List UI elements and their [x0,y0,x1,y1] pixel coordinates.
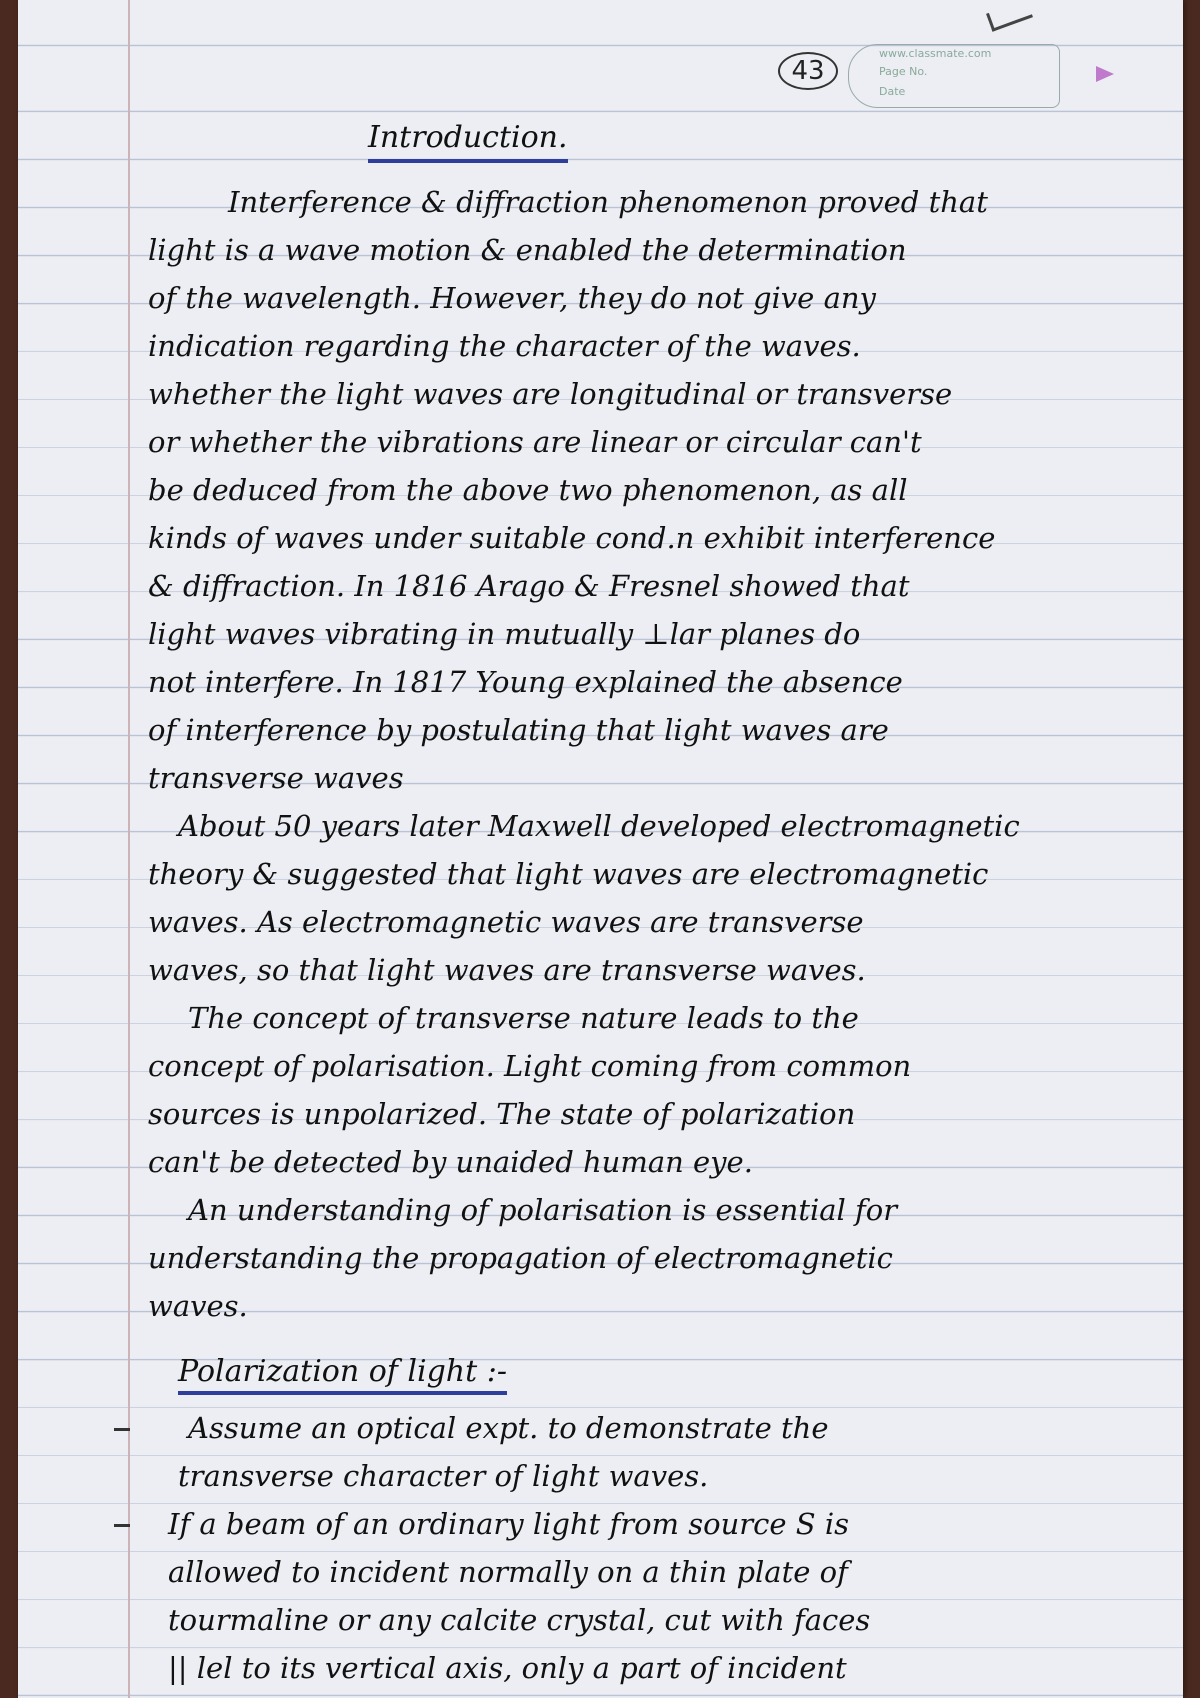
text-line: light is a wave motion & enabled the determination [148,233,907,267]
text-line: Interference & diffraction phenomenon proved that [228,185,988,219]
text-line: waves. [148,1289,248,1323]
text-line: waves. As electromagnetic waves are transverse [148,905,864,939]
text-line: be deduced from the above two phenomenon, as all [148,473,908,507]
section-title-introduction: Introduction. [368,120,568,163]
page-header [778,40,1118,110]
text-line: light waves vibrating in mutually ⊥lar planes do [148,617,861,651]
margin-line [128,0,130,1698]
text-line: An understanding of polarisation is essential for [188,1193,898,1227]
text-line: sources is unpolarized. The state of polarization [148,1097,856,1131]
text-line: or whether the vibrations are linear or circular can't [148,425,922,459]
text-line: of the wavelength. However, they do not give any [148,281,876,315]
text-line: concept of polarisation. Light coming from common [148,1049,912,1083]
bullet-dash [114,1428,130,1431]
text-line: allowed to incident normally on a thin plate of [168,1555,848,1589]
text-line: The concept of transverse nature leads to the [188,1001,859,1035]
date-label: Date [879,85,906,98]
page-meta-box [848,44,1060,108]
page-number: 43 [778,52,838,90]
text-line: || lel to its vertical axis, only a part of incident [168,1651,847,1685]
check-mark-icon [986,0,1033,32]
text-line: whether the light waves are longitudinal or transverse [148,377,953,411]
text-line: transverse character of light waves. [178,1459,709,1493]
text-line: indication regarding the character of the waves. [148,329,861,363]
text-line: If a beam of an ordinary light from source S is [168,1507,850,1541]
text-line: waves, so that light waves are transverse waves. [148,953,866,987]
page-no-label: Page No. [879,65,928,78]
notebook-page [18,0,1183,1698]
text-line: understanding the propagation of electromagnetic [148,1241,893,1275]
text-line: can't be detected by unaided human eye. [148,1145,753,1179]
section-title-polarization: Polarization of light :- [178,1354,507,1395]
text-line: of interference by postulating that light waves are [148,713,889,747]
text-line: & diffraction. In 1816 Arago & Fresnel showed that [148,569,910,603]
text-line: kinds of waves under suitable cond.n exhibit interference [148,521,996,555]
website-label: www.classmate.com [879,47,992,60]
text-line: tourmaline or any calcite crystal, cut with faces [168,1603,871,1637]
bullet-dash [114,1524,130,1527]
text-line: Assume an optical expt. to demonstrate the [188,1411,829,1445]
text-line: theory & suggested that light waves are electromagnetic [148,857,989,891]
text-line: not interfere. In 1817 Young explained the absence [148,665,903,699]
text-line: transverse waves [148,761,404,795]
arrow-icon [1096,66,1114,82]
text-line: About 50 years later Maxwell developed electromagnetic [178,809,1020,843]
